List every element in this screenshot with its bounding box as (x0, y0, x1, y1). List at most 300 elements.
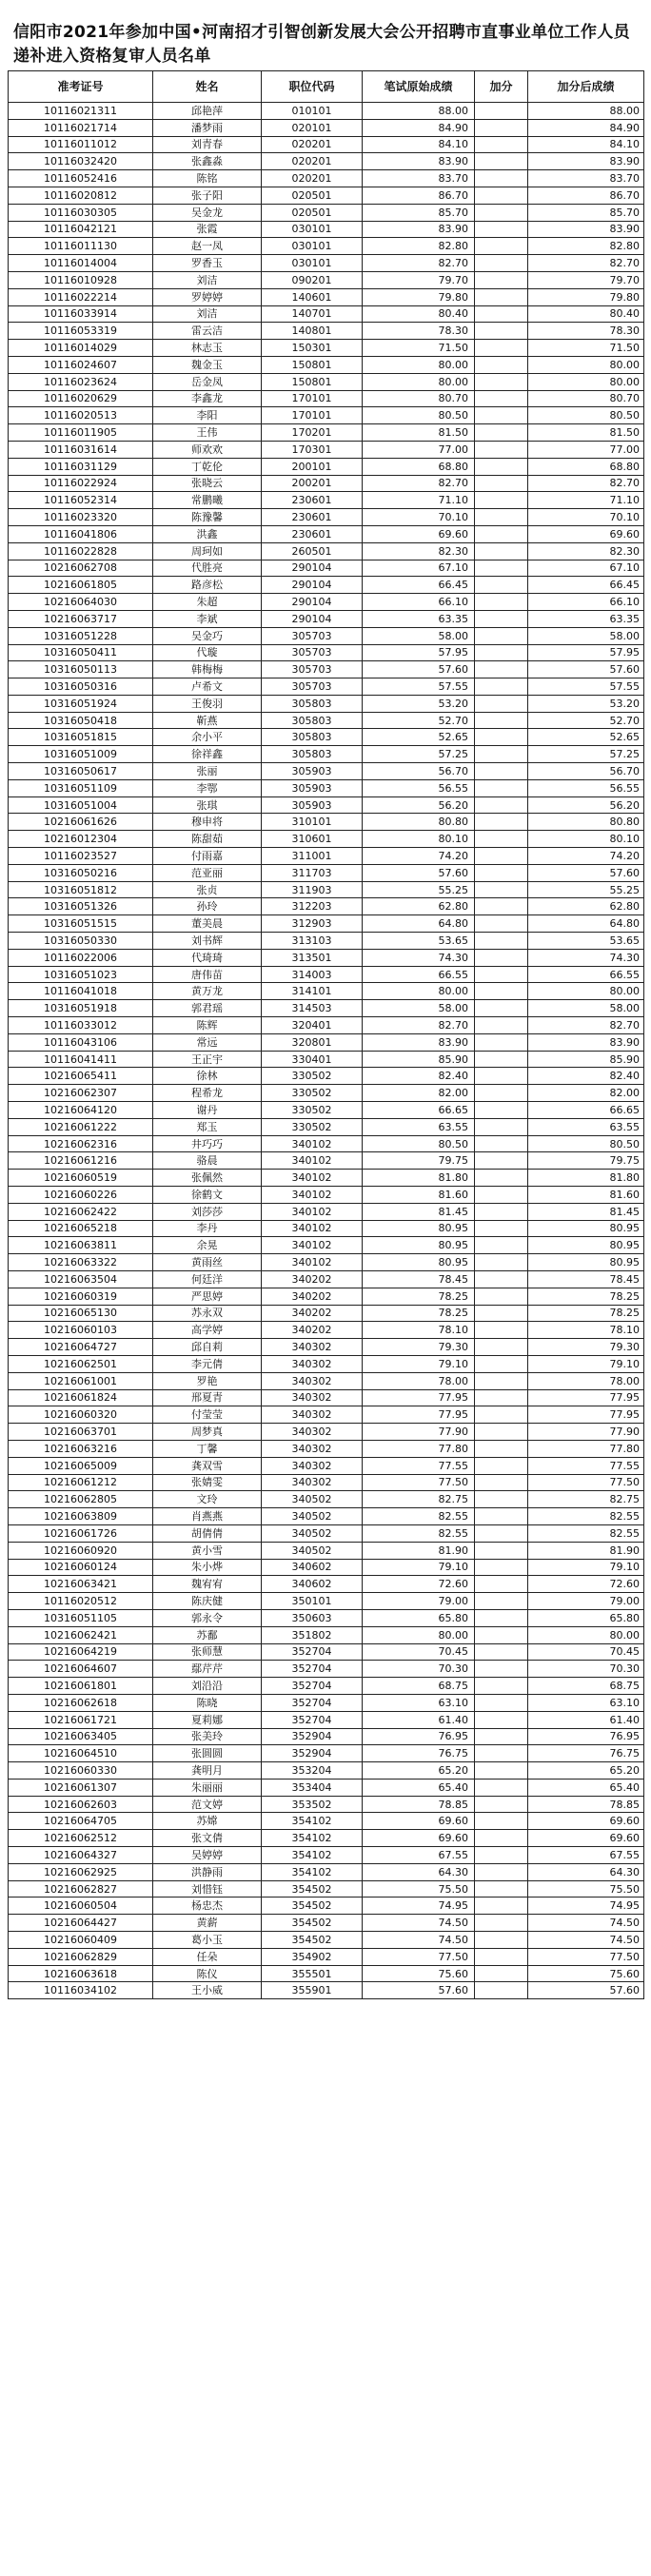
position-code-cell: 305703 (262, 678, 363, 696)
position-code-cell: 330502 (262, 1102, 363, 1119)
final-score-cell: 77.80 (528, 1440, 644, 1457)
position-code-cell: 340202 (262, 1305, 363, 1322)
raw-score-cell: 58.00 (363, 1000, 475, 1017)
name-cell: 陈仪 (153, 1965, 262, 1982)
exam-number-cell: 10316051109 (9, 779, 153, 796)
table-row (9, 458, 644, 475)
name-cell: 夏莉娜 (153, 1711, 262, 1728)
raw-score-cell: 78.25 (363, 1305, 475, 1322)
exam-number-cell: 10216063809 (9, 1508, 153, 1525)
table-row (9, 390, 644, 407)
table-row (9, 1406, 644, 1424)
bonus-cell (475, 441, 528, 458)
exam-number-cell: 10116014004 (9, 255, 153, 272)
final-score-cell: 66.10 (528, 594, 644, 611)
position-code-cell: 030101 (262, 221, 363, 238)
table-row (9, 1626, 644, 1643)
final-score-cell: 80.80 (528, 814, 644, 831)
table-row (9, 746, 644, 763)
bonus-cell (475, 1102, 528, 1119)
bonus-cell (475, 1085, 528, 1102)
raw-score-cell: 52.65 (363, 729, 475, 746)
bonus-cell (475, 1847, 528, 1864)
table-row (9, 492, 644, 509)
table-row (9, 983, 644, 1000)
final-score-cell: 58.00 (528, 1000, 644, 1017)
exam-number-cell: 10116022828 (9, 542, 153, 560)
bonus-cell (475, 779, 528, 796)
table-row (9, 1661, 644, 1678)
exam-number-cell: 10316050330 (9, 933, 153, 950)
raw-score-cell: 66.10 (363, 594, 475, 611)
name-cell: 韩梅梅 (153, 661, 262, 678)
exam-number-cell: 10216061721 (9, 1711, 153, 1728)
table-row (9, 356, 644, 373)
table-row (9, 729, 644, 746)
bonus-cell (475, 221, 528, 238)
name-cell: 邱艳萍 (153, 103, 262, 120)
raw-score-cell: 81.45 (363, 1203, 475, 1220)
position-code-cell: 354502 (262, 1880, 363, 1898)
bonus-cell (475, 661, 528, 678)
table-row (9, 814, 644, 831)
position-code-cell: 354502 (262, 1932, 363, 1949)
exam-number-cell: 10216064120 (9, 1102, 153, 1119)
table-row (9, 831, 644, 848)
table-row (9, 1542, 644, 1559)
bonus-cell (475, 966, 528, 983)
final-score-cell: 82.80 (528, 238, 644, 255)
table-row (9, 1830, 644, 1847)
table-row (9, 441, 644, 458)
raw-score-cell: 69.60 (363, 525, 475, 542)
exam-number-cell: 10316051004 (9, 796, 153, 814)
final-score-cell: 66.45 (528, 577, 644, 594)
raw-score-cell: 82.55 (363, 1508, 475, 1525)
position-code-cell: 260501 (262, 542, 363, 560)
bonus-cell (475, 340, 528, 357)
table-row (9, 1389, 644, 1406)
bonus-cell (475, 746, 528, 763)
exam-number-cell: 10116052416 (9, 170, 153, 187)
raw-score-cell: 65.80 (363, 1609, 475, 1626)
exam-number-cell: 10116041018 (9, 983, 153, 1000)
bonus-cell (475, 814, 528, 831)
position-code-cell: 340102 (262, 1170, 363, 1187)
bonus-cell (475, 1254, 528, 1271)
bonus-cell (475, 848, 528, 865)
table-row (9, 627, 644, 644)
name-cell: 朱小烨 (153, 1559, 262, 1576)
exam-number-cell: 10116032420 (9, 153, 153, 170)
exam-number-cell: 10116033012 (9, 1017, 153, 1034)
table-row (9, 288, 644, 305)
raw-score-cell: 61.40 (363, 1711, 475, 1728)
name-cell: 邢夏青 (153, 1389, 262, 1406)
raw-score-cell: 81.50 (363, 424, 475, 442)
exam-number-cell: 10216064607 (9, 1661, 153, 1678)
exam-number-cell: 10116022214 (9, 288, 153, 305)
name-cell: 魏金玉 (153, 356, 262, 373)
name-cell: 严思婷 (153, 1288, 262, 1305)
bonus-cell (475, 373, 528, 390)
exam-number-cell: 10316050617 (9, 763, 153, 780)
raw-score-cell: 67.55 (363, 1847, 475, 1864)
name-cell: 谢丹 (153, 1102, 262, 1119)
table-row (9, 1254, 644, 1271)
raw-score-cell: 80.00 (363, 373, 475, 390)
final-score-cell: 63.10 (528, 1694, 644, 1711)
table-row (9, 1118, 644, 1135)
bonus-cell (475, 1626, 528, 1643)
final-score-cell: 82.70 (528, 1017, 644, 1034)
raw-score-cell: 81.60 (363, 1187, 475, 1204)
exam-number-cell: 10216062422 (9, 1203, 153, 1220)
name-cell: 黄薪 (153, 1915, 262, 1932)
final-score-cell: 83.90 (528, 221, 644, 238)
position-code-cell: 290104 (262, 560, 363, 577)
raw-score-cell: 78.85 (363, 1796, 475, 1813)
table-row (9, 796, 644, 814)
exam-number-cell: 10216060330 (9, 1762, 153, 1780)
exam-number-cell: 10116011012 (9, 136, 153, 153)
bonus-cell (475, 1609, 528, 1626)
name-cell: 余晃 (153, 1237, 262, 1254)
exam-number-cell: 10116011130 (9, 238, 153, 255)
raw-score-cell: 80.95 (363, 1237, 475, 1254)
raw-score-cell: 77.95 (363, 1406, 475, 1424)
raw-score-cell: 82.30 (363, 542, 475, 560)
name-cell: 骆晨 (153, 1152, 262, 1170)
bonus-cell (475, 475, 528, 492)
bonus-cell (475, 1305, 528, 1322)
raw-score-cell: 88.00 (363, 103, 475, 120)
name-cell: 董美晨 (153, 915, 262, 933)
raw-score-cell: 80.80 (363, 814, 475, 831)
raw-score-cell: 76.95 (363, 1728, 475, 1745)
final-score-cell: 79.75 (528, 1152, 644, 1170)
exam-number-cell: 10216063701 (9, 1424, 153, 1441)
position-code-cell: 170201 (262, 424, 363, 442)
name-cell: 李元倩 (153, 1355, 262, 1372)
name-cell: 王正宇 (153, 1051, 262, 1068)
exam-number-cell: 10116041806 (9, 525, 153, 542)
bonus-cell (475, 1932, 528, 1949)
table-row (9, 1491, 644, 1508)
table-row (9, 779, 644, 796)
exam-number-cell: 10316050316 (9, 678, 153, 696)
name-cell: 李鑫龙 (153, 390, 262, 407)
raw-score-cell: 82.80 (363, 238, 475, 255)
bonus-cell (475, 255, 528, 272)
final-score-cell: 77.00 (528, 441, 644, 458)
final-score-cell: 80.50 (528, 1135, 644, 1152)
exam-number-cell: 10216064727 (9, 1339, 153, 1356)
table-row (9, 187, 644, 204)
bonus-cell (475, 1813, 528, 1830)
position-code-cell: 150801 (262, 373, 363, 390)
final-score-cell: 80.40 (528, 305, 644, 323)
position-code-cell: 340202 (262, 1288, 363, 1305)
table-row (9, 915, 644, 933)
position-code-cell: 170101 (262, 407, 363, 424)
final-score-cell: 85.70 (528, 204, 644, 221)
name-cell: 穆申将 (153, 814, 262, 831)
exam-number-cell: 10216062501 (9, 1355, 153, 1372)
exam-number-cell: 10316051009 (9, 746, 153, 763)
table-row (9, 373, 644, 390)
position-code-cell: 290104 (262, 594, 363, 611)
table-row (9, 1694, 644, 1711)
exam-number-cell: 10216060409 (9, 1932, 153, 1949)
exam-number-cell: 10216062829 (9, 1948, 153, 1965)
table-row (9, 1474, 644, 1491)
table-row (9, 170, 644, 187)
bonus-cell (475, 136, 528, 153)
position-code-cell: 140601 (262, 288, 363, 305)
table-row (9, 119, 644, 136)
bonus-cell (475, 153, 528, 170)
raw-score-cell: 78.45 (363, 1270, 475, 1288)
position-code-cell: 354902 (262, 1948, 363, 1965)
position-code-cell: 340502 (262, 1491, 363, 1508)
exam-number-cell: 10116014029 (9, 340, 153, 357)
table-row (9, 1372, 644, 1389)
exam-number-cell: 10216062512 (9, 1830, 153, 1847)
final-score-cell: 85.90 (528, 1051, 644, 1068)
raw-score-cell: 79.30 (363, 1339, 475, 1356)
raw-score-cell: 80.95 (363, 1220, 475, 1237)
raw-score-cell: 56.55 (363, 779, 475, 796)
raw-score-cell: 82.00 (363, 1085, 475, 1102)
name-cell: 李阳 (153, 407, 262, 424)
bonus-cell (475, 119, 528, 136)
name-cell: 刘洁 (153, 305, 262, 323)
bonus-cell (475, 1559, 528, 1576)
raw-score-cell: 68.75 (363, 1678, 475, 1695)
name-cell: 代璇 (153, 644, 262, 661)
name-cell: 常远 (153, 1033, 262, 1051)
table-row (9, 340, 644, 357)
raw-score-cell: 72.60 (363, 1576, 475, 1593)
position-code-cell: 340302 (262, 1474, 363, 1491)
exam-number-cell: 10216061222 (9, 1118, 153, 1135)
exam-number-cell: 10316050418 (9, 712, 153, 729)
bonus-cell (475, 881, 528, 898)
final-score-cell: 83.90 (528, 153, 644, 170)
table-row (9, 1135, 644, 1152)
raw-score-cell: 70.45 (363, 1643, 475, 1661)
document-title: 信阳市2021年参加中国•河南招才引智创新发展大会公开招聘市直事业单位工作人员递补进入资格复审人员名单 (13, 23, 630, 66)
name-cell: 井巧巧 (153, 1135, 262, 1152)
table-row (9, 560, 644, 577)
position-code-cell: 351802 (262, 1626, 363, 1643)
position-code-cell: 352704 (262, 1678, 363, 1695)
name-cell: 唐伟苗 (153, 966, 262, 983)
name-cell: 赵一凤 (153, 238, 262, 255)
position-code-cell: 020501 (262, 187, 363, 204)
bonus-cell (475, 238, 528, 255)
table-row (9, 271, 644, 288)
final-score-cell: 84.10 (528, 136, 644, 153)
final-score-cell: 70.10 (528, 509, 644, 526)
position-code-cell: 340102 (262, 1152, 363, 1170)
table-body (9, 103, 644, 1999)
exam-number-cell: 10216061001 (9, 1372, 153, 1389)
exam-number-cell: 10116011905 (9, 424, 153, 442)
exam-number-cell: 10316051105 (9, 1609, 153, 1626)
exam-number-cell: 10216064705 (9, 1813, 153, 1830)
table-row (9, 898, 644, 915)
table-row (9, 933, 644, 950)
name-cell: 徐鹤文 (153, 1187, 262, 1204)
exam-number-cell: 10116034102 (9, 1982, 153, 1999)
raw-score-cell: 55.25 (363, 881, 475, 898)
name-cell: 周珂如 (153, 542, 262, 560)
exam-number-cell: 10216062307 (9, 1085, 153, 1102)
position-code-cell: 314503 (262, 1000, 363, 1017)
position-code-cell: 340102 (262, 1203, 363, 1220)
bonus-cell (475, 1880, 528, 1898)
exam-number-cell: 10116010928 (9, 271, 153, 288)
final-score-cell: 65.80 (528, 1609, 644, 1626)
table-row (9, 695, 644, 712)
position-code-cell: 170101 (262, 390, 363, 407)
final-score-cell: 81.80 (528, 1170, 644, 1187)
position-code-cell: 353502 (262, 1796, 363, 1813)
exam-number-cell: 10216062827 (9, 1880, 153, 1898)
raw-score-cell: 80.00 (363, 1626, 475, 1643)
final-score-cell: 78.10 (528, 1322, 644, 1339)
final-score-cell: 88.00 (528, 103, 644, 120)
final-score-cell: 71.50 (528, 340, 644, 357)
position-code-cell: 311001 (262, 848, 363, 865)
raw-score-cell: 57.95 (363, 644, 475, 661)
bonus-cell (475, 1762, 528, 1780)
raw-score-cell: 80.95 (363, 1254, 475, 1271)
bonus-cell (475, 1508, 528, 1525)
raw-score-cell: 79.10 (363, 1559, 475, 1576)
position-code-cell: 200201 (262, 475, 363, 492)
table-row (9, 1187, 644, 1204)
table-header-row (9, 71, 644, 103)
raw-score-cell: 56.20 (363, 796, 475, 814)
bonus-cell (475, 1965, 528, 1982)
bonus-cell (475, 1187, 528, 1204)
raw-score-cell: 83.70 (363, 170, 475, 187)
final-score-cell: 80.70 (528, 390, 644, 407)
exam-number-cell: 10216061805 (9, 577, 153, 594)
name-cell: 黄雨丝 (153, 1254, 262, 1271)
position-code-cell: 340102 (262, 1220, 363, 1237)
exam-number-cell: 10116052314 (9, 492, 153, 509)
final-score-cell: 80.00 (528, 356, 644, 373)
raw-score-cell: 84.90 (363, 119, 475, 136)
table-row (9, 1948, 644, 1965)
position-code-cell: 340502 (262, 1542, 363, 1559)
name-cell: 卢希文 (153, 678, 262, 696)
exam-number-cell: 10216012304 (9, 831, 153, 848)
raw-score-cell: 57.55 (363, 678, 475, 696)
exam-number-cell: 10316051812 (9, 881, 153, 898)
table-row (9, 1796, 644, 1813)
table-row (9, 1643, 644, 1661)
name-cell: 罗婷婷 (153, 288, 262, 305)
final-score-cell: 57.60 (528, 864, 644, 881)
name-cell: 黄小雪 (153, 1542, 262, 1559)
name-cell: 代胜亮 (153, 560, 262, 577)
bonus-cell (475, 983, 528, 1000)
table-row (9, 255, 644, 272)
bonus-cell (475, 1051, 528, 1068)
bonus-cell (475, 1643, 528, 1661)
table-row (9, 1728, 644, 1745)
header-bonus: 加分 (475, 71, 528, 103)
exam-number-cell: 10216064327 (9, 1847, 153, 1864)
name-cell: 朱丽丽 (153, 1779, 262, 1796)
name-cell: 陈庆健 (153, 1593, 262, 1610)
name-cell: 文玲 (153, 1491, 262, 1508)
position-code-cell: 310101 (262, 814, 363, 831)
final-score-cell: 80.10 (528, 831, 644, 848)
name-cell: 孙玲 (153, 898, 262, 915)
name-cell: 路彦松 (153, 577, 262, 594)
table-row (9, 1711, 644, 1728)
final-score-cell: 77.55 (528, 1457, 644, 1474)
raw-score-cell: 66.65 (363, 1102, 475, 1119)
table-row (9, 1880, 644, 1898)
final-score-cell: 70.30 (528, 1661, 644, 1678)
name-cell: 王俊羽 (153, 695, 262, 712)
table-row (9, 136, 644, 153)
position-code-cell: 340302 (262, 1339, 363, 1356)
exam-number-cell: 10216064510 (9, 1745, 153, 1762)
exam-number-cell: 10216063405 (9, 1728, 153, 1745)
bonus-cell (475, 170, 528, 187)
raw-score-cell: 80.00 (363, 356, 475, 373)
name-cell: 张文倩 (153, 1830, 262, 1847)
position-code-cell: 353204 (262, 1762, 363, 1780)
name-cell: 黄万龙 (153, 983, 262, 1000)
exam-number-cell: 10116020513 (9, 407, 153, 424)
table-row (9, 1982, 644, 1999)
name-cell: 刘莎莎 (153, 1203, 262, 1220)
name-cell: 张佩然 (153, 1170, 262, 1187)
table-row (9, 1085, 644, 1102)
final-score-cell: 77.90 (528, 1424, 644, 1441)
name-cell: 雷云洁 (153, 323, 262, 340)
position-code-cell: 290104 (262, 577, 363, 594)
final-score-cell: 79.30 (528, 1339, 644, 1356)
raw-score-cell: 74.50 (363, 1915, 475, 1932)
raw-score-cell: 70.30 (363, 1661, 475, 1678)
final-score-cell: 75.60 (528, 1965, 644, 1982)
exam-number-cell: 10216061307 (9, 1779, 153, 1796)
final-score-cell: 57.60 (528, 661, 644, 678)
final-score-cell: 81.50 (528, 424, 644, 442)
raw-score-cell: 86.70 (363, 187, 475, 204)
bonus-cell (475, 1542, 528, 1559)
raw-score-cell: 71.10 (363, 492, 475, 509)
table-row (9, 1322, 644, 1339)
table-row (9, 1203, 644, 1220)
bonus-cell (475, 796, 528, 814)
exam-number-cell: 10116041411 (9, 1051, 153, 1068)
name-cell: 邱自莉 (153, 1339, 262, 1356)
exam-number-cell: 10116042121 (9, 221, 153, 238)
final-score-cell: 63.55 (528, 1118, 644, 1135)
table-row (9, 1051, 644, 1068)
